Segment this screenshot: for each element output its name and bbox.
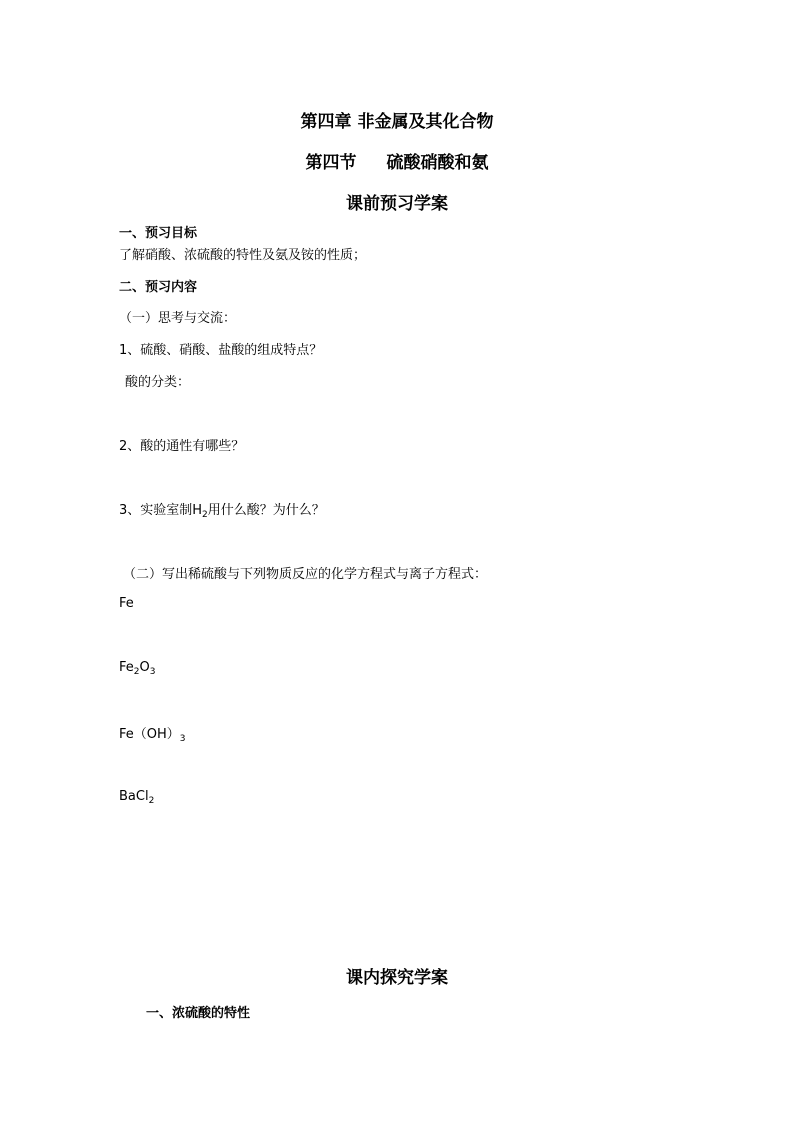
- part2-heading: （二）写出稀硫酸与下列物质反应的化学方程式与离子方程式：: [123, 567, 488, 582]
- goals-text: 了解硝酸、浓硫酸的特性及氨及铵的性质；: [119, 248, 367, 263]
- question-2: 2、酸的通性有哪些？: [119, 439, 245, 454]
- acid-classification-label: 酸的分类：: [125, 375, 191, 390]
- section-number: 第四节: [305, 153, 357, 173]
- substance-bacl2: BaCl$_2$: [119, 789, 155, 806]
- substance-fe: Fe: [119, 596, 134, 611]
- substance-fe2o3: $Fe_2O_3$: [119, 660, 156, 677]
- section-title: [0, 148, 794, 173]
- question-1: 1、硫酸、硝酸、盐酸的组成特点？: [119, 343, 323, 358]
- chapter-title: 第四章 非金属及其化合物: [300, 112, 494, 132]
- inclass-heading-1: 一、浓硫酸的特性: [146, 1006, 251, 1021]
- substance-feoh3: $Fe(OH)_3$: [119, 727, 186, 744]
- inclass-plan-title: 课内探究学案: [346, 968, 448, 988]
- section-name: 硫酸硝酸和氨: [386, 153, 489, 173]
- goals-heading: 一、预习目标: [119, 226, 198, 241]
- content-heading: 二、预习内容: [119, 280, 198, 295]
- part1-heading: （一）思考与交流：: [119, 311, 237, 326]
- question-3: 3、实验室制$H_2$用什么酸？为什么？: [119, 503, 325, 520]
- preview-plan-title: 课前预习学案: [346, 194, 448, 214]
